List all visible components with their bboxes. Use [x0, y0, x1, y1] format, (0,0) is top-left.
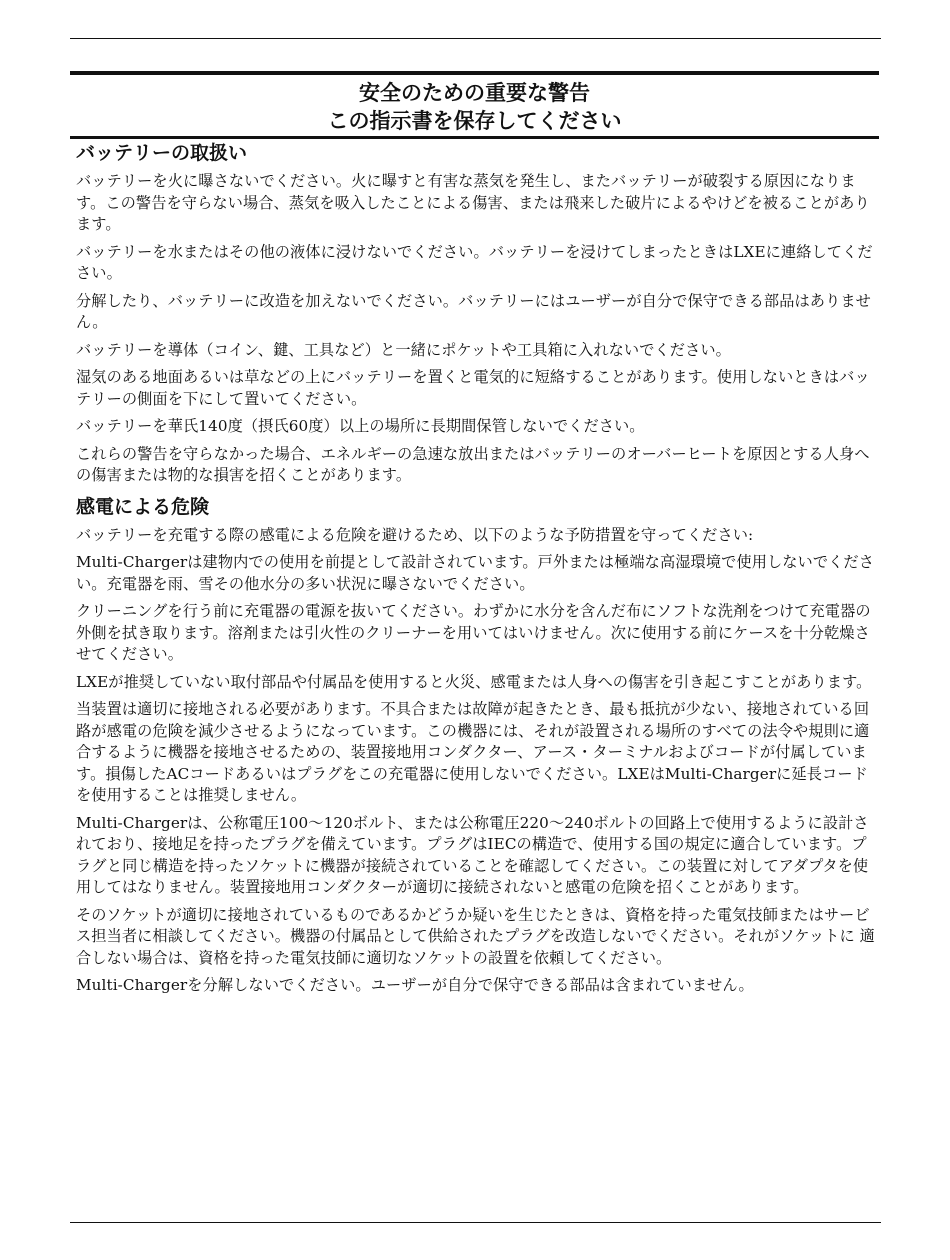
section-heading: 感電による危険 — [76, 495, 210, 518]
paragraph: 分解したり、バッテリーに改造を加えないでください。バッテリーにはユーザーが自分で保守できる部品はありません。 — [76, 291, 871, 331]
document-body — [76, 141, 880, 1003]
paragraph: Multi-Chargerは建物内での使用を前提として設計されています。戸外または極端な高湿環境で使用しないでください。充電器を雨、雪その他水分の多い状況に曝さないでください。 — [76, 553, 874, 593]
electric-shock-section — [76, 495, 880, 997]
paragraph: バッテリーを充電する際の感電による危険を避けるため、以下のような予防措置を守ってください: — [76, 525, 754, 544]
header-rule — [70, 38, 881, 39]
paragraph: 湿気のある地面あるいは草などの上にバッテリーを置くと電気的に短絡することがあります。使用しないときはバッテリーの側面を下にして置いてください。 — [76, 368, 870, 408]
safety-subtitle: この指示書を保存してください — [327, 109, 622, 133]
paragraph: バッテリーを火に曝さないでください。火に曝すと有害な蒸気を発生し、またバッテリーが破裂する原因になります。この警告を守らない場合、蒸気を吸入したことによる傷害、または飛来した破片によるやけどを被ることがあります。 — [76, 172, 870, 233]
safety-title-box — [70, 71, 879, 139]
paragraph: これらの警告を守らなかった場合、エネルギーの急速な放出またはバッテリーのオーバーヒートを原因とする人身への傷害または物的な損害を招くことがあります。 — [76, 444, 870, 484]
paragraph: Multi-Chargerは、公称電圧100～120ボルト、または公称電圧220～240ボルトの回路上で使用するように設計されており、接地足を持ったプラグを備えています。プラグはIECの構造で、使用する国の規定に適合しています。プラグと同じ構造を持ったソケットに機器が接続されていることを確認してください。この装置に対してアダプタを使用してはなりません。装置接地用コンダクターが適切に接続されないと感電の危険を招くことがあります。 — [76, 813, 869, 896]
safety-title: 安全のための重要な警告 — [359, 81, 590, 105]
paragraph: LXEが推奨していない取付部品や付属品を使用すると火災、感電または人身への傷害を引き起こすことがあります。 — [76, 672, 872, 691]
paragraph: バッテリーを華氏140度（摂氏60度）以上の場所に長期間保管しないでください。 — [76, 417, 645, 435]
paragraph: そのソケットが適切に接地されているものであるかどうか疑いを生じたときは、資格を持った電気技師またはサービス担当者に相談してください。機器の付属品として供給されたプラグを改造しないでください。それがソケットに 適合しない場合は、資格を持った電気技師に適切なソケットの設置を依頼してください。 — [76, 905, 875, 967]
paragraph: バッテリーを導体（コイン、鍵、工具など）と一緒にポケットや工具箱に入れないでください。 — [76, 340, 731, 359]
section-heading: バッテリーの取扱い — [76, 142, 248, 164]
paragraph: クリーニングを行う前に充電器の電源を抜いてください。わずかに水分を含んだ布にソフトな洗剤をつけて充電器の外側を拭き取ります。溶剤または引火性のクリーナーを用いてはいけません。次に使用する前にケースを十分乾燥させてください。 — [76, 602, 871, 663]
paragraph: バッテリーを水またはその他の液体に浸けないでください。バッテリーを浸けてしまったときはLXEに連絡してください。 — [76, 242, 873, 282]
paragraph: Multi-Chargerを分解しないでください。ユーザーが自分で保守できる部品は含まれていません。 — [76, 976, 754, 994]
battery-handling-section — [76, 141, 880, 487]
paragraph: 当装置は適切に接地される必要があります。不具合または故障が起きたとき、最も抵抗が少ない、接地されている回路が感電の危険を減少させるようになっています。この機器には、それが設置される場所のすべての法令や規則に適合するように機器を接地させるための、装置接地用コンダクター、アース・ターミナルおよびコードが付属しています。損傷したACコードあるいはプラグをこの充電器に使用しないでください。LXEはMulti-Chargerに延長コードを使用することは推奨しません。 — [76, 700, 870, 804]
footer-rule — [70, 1222, 881, 1223]
